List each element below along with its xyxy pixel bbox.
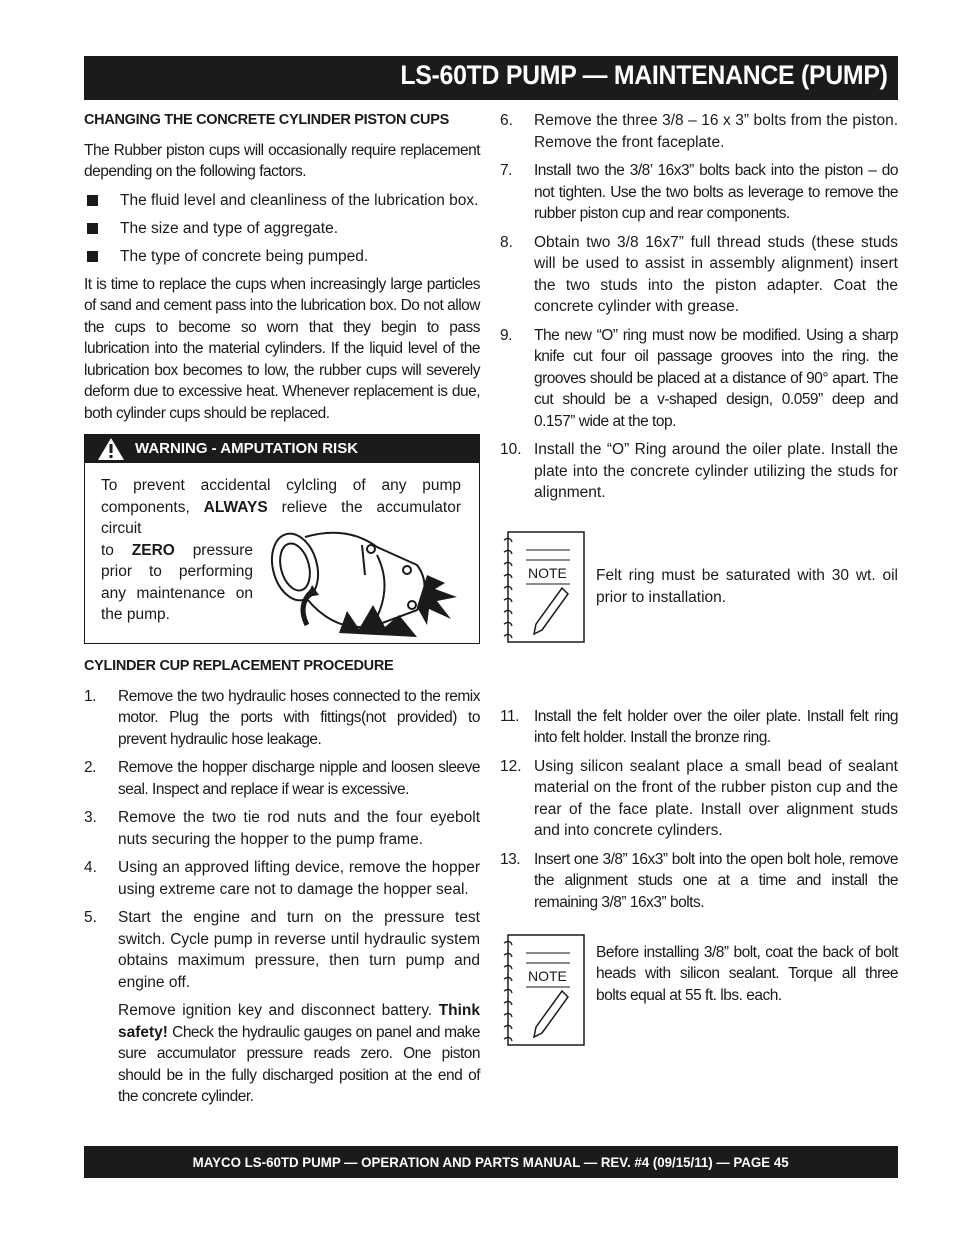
step-item: 10. Install the “O” Ring around the oiler plate. Install the plate into the concrete cylinder utilizing the studs for alignment. [500,441,898,501]
bullet-item: The size and type of aggregate. [84,218,480,240]
left-column [84,110,480,1115]
step-item: 4. Using an approved lifting device, remove the hopper using extreme care not to damage the hopper seal. [84,859,480,898]
intro-paragraph: The Rubber piston cups will occasionally require replacement depending on the following factors. [84,141,480,180]
page-title: LS-60TD PUMP — MAINTENANCE (PUMP) [400,60,888,90]
bullet-square-icon [87,251,98,262]
notepad-icon [500,530,586,644]
notepad-icon [500,933,586,1047]
bullet-item: The type of concrete being pumped. [84,246,480,268]
step-item-continued: Remove ignition key and disconnect battery. Think safety! Check the hydraulic gauges on panel and make sure accumulator pressure reads zero. One piston should be in the fully discharged position at the end of the concrete cylinder. [118,1002,480,1105]
pump-hazard-illustration [267,525,467,640]
footer-text: MAYCO LS-60TD PUMP — OPERATION AND PARTS MANUAL — REV. #4 (09/15/11) — PAGE 45 [193,1154,789,1170]
bullet-square-icon [87,223,98,234]
step-item: 11. Install the felt holder over the oiler plate. Install felt ring into felt holder. Install the bronze ring. [500,707,898,746]
warning-triangle-icon [97,437,125,461]
page-footer [84,1146,898,1178]
step-item: 2. Remove the hopper discharge nipple and loosen sleeve seal. Inspect and replace if wear is excessive. [84,759,480,798]
bullet-square-icon [87,195,98,206]
note-block [500,933,898,1047]
step-item: 5. Start the engine and turn on the pressure test switch. Cycle pump in reverse until hydraulic system obtains maximum pressure, then turn pump and engine off. [84,909,480,991]
note-label: NOTE [528,564,567,581]
step-item: 9. The new “O” ring must now be modified. Using a sharp knife cut four oil passage grooves into the ring. the grooves should be placed at a distance of 90° apart. The cut should be a v-shaped design, 0.059” deep and 0.157” wide at the top. [500,326,898,430]
step-item: 3. Remove the two tie rod nuts and the four eyebolt nuts securing the hopper to the pump frame. [84,809,480,848]
step-item: 6. Remove the three 3/8 – 16 x 3” bolts from the piston. Remove the front faceplate. [500,112,898,151]
section-heading: CYLINDER CUP REPLACEMENT PROCEDURE [84,658,394,674]
note-text: Before installing 3/8” bolt, coat the back of bolt heads with silicon sealant. Torque all three bolts equal at 55 ft. lbs. each. [596,943,898,1004]
body-paragraph: It is time to replace the cups when increasingly large particles of sand and cement pass into the lubrication box. Do not allow the cups to become so worn that they begin to pass lubrication into the material cylinders. If the liquid level of the lubrication box becomes to low, the rubber cups will severely deform due to excessive heat. Whenever replacement is due, both cylinder cups should be replaced. [84,275,480,422]
note-text: Felt ring must be saturated with 30 wt. oil prior to installation. [596,567,898,606]
bullet-item: The fluid level and cleanliness of the lubrication box. [84,190,480,212]
step-item: 13. Insert one 3/8” 16x3” bolt into the open bolt hole, remove the alignment studs one at a time and install the remaining 3/8” 16x3” bolts. [500,850,898,911]
step-item: 7. Install two the 3/8’ 16x3” bolts back into the piston – do not tighten. Use the two bolts as leverage to remove the rubber piston cup and rear components. [500,162,898,222]
warning-header [85,435,479,463]
right-column [500,110,898,1047]
step-item: 12. Using silicon sealant place a small bead of sealant material on the front of the rubber piston cup and the rear of the face plate. Install over alignment studs and into concrete cylinders. [500,757,898,839]
title-bar [84,56,898,100]
warning-text: To prevent accidental cylcling of any pump components, ALWAYS relieve the accumulator circuit to ZERO pressure prior to performing any maintenance on the pump. [101,477,461,623]
step-item: 8. Obtain two 3/8 16x7” full thread studs (these studs will be used to assist in assembly alignment) insert the two studs into the piston adapter. Coat the concrete cylinder with grease. [500,233,898,315]
step-item: 1. Remove the two hydraulic hoses connected to the remix motor. Plug the ports with fittings(not provided) to prevent hydraulic hose leakage. [84,687,480,748]
note-label: NOTE [528,968,567,984]
note-block [500,530,898,644]
warning-heading: WARNING - AMPUTATION RISK [135,440,359,458]
warning-box [84,434,480,644]
section-heading: CHANGING THE CONCRETE CYLINDER PISTON CUPS [84,112,449,128]
